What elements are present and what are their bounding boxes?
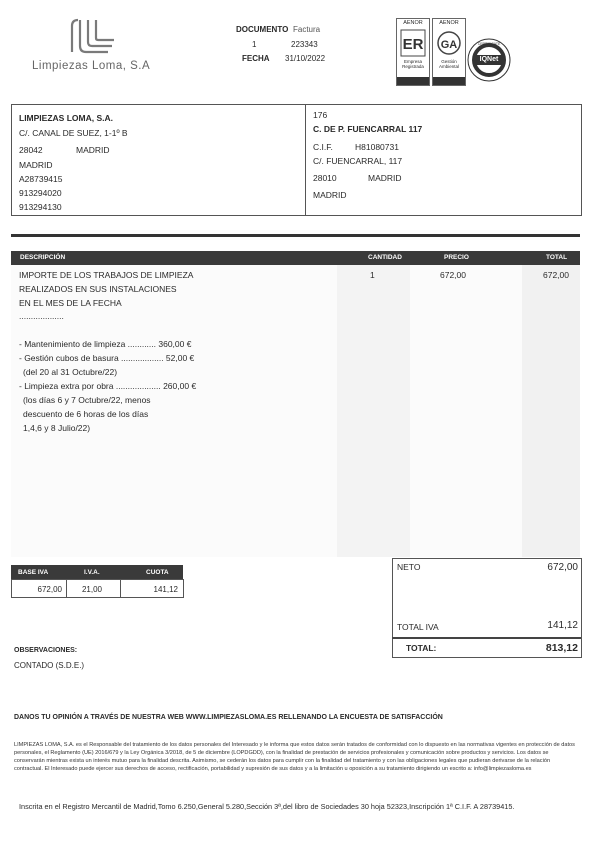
iqnet-ring-text: CERTIFICATE: [477, 42, 501, 46]
desc-line-3: EN EL MES DE LA FECHA: [19, 298, 122, 308]
aenor-er-badge: AENOR ER Empresa Registrada: [396, 18, 430, 86]
registry-text: Inscrita en el Registro Mercantil de Madrid,Tomo 6.250,General 5.280,Sección 3ª,del libro de Sociedades 30 hoja 52323,Inscripción 1ª C.I.F. A 28739415.: [19, 802, 515, 811]
detail-line-2: - Gestión cubos de basura .................. 52,00 €: [19, 353, 195, 363]
detail-line-5: (los días 6 y 7 Octubre/22, menos: [23, 395, 151, 405]
grand-total-value: 813,12: [545, 642, 578, 654]
client-cif: H81080731: [355, 142, 399, 152]
survey-text: DANOS TU OPINIÓN A TRAVÉS DE NUESTRA WEB WWW.LIMPIEZASLOMA.ES RELLENANDO LA ENCUESTA DE SATISFACCIÓN: [14, 714, 443, 721]
tax-iva: 21,00: [81, 585, 102, 594]
client-city: MADRID: [368, 173, 402, 183]
client-zip: 28010: [313, 173, 337, 183]
separator-bar: [11, 234, 580, 237]
iqnet-badge: [467, 38, 511, 82]
client-street: C/. FUENCARRAL, 117: [313, 156, 403, 166]
privacy-notice: LIMPIEZAS LOMA, S.A. es el Responsable del tratamiento de los datos personales del Interesado y le informa que estos datos serán tratados de conformidad con lo dispuesto en las normativas vigentes en protección de datos personales, el Reglamento (UE) 2016/679 y la Ley Orgánica 3/2018, de 5 de diciembre (LOPDGDD), con la finalidad de prestación de servicios profesionales y comunicación sobre productos y servicios. Los datos se conservarán mientras exista un interés mutuo para la finalidad descrita. Asimismo, se cederán los datos para cumplir con la finalidad del tratamiento y con las obligaciones legales que pudieran derivarse de la relación contractual. El Interesado puede ejercer sus derechos de acceso, rectificación, portabilidad y supresión de sus datos y a la limitación u oposición a su tratamiento dirigiendo un escrito a: info@limpiezasloma.es: [14, 742, 575, 772]
sender-name: LIMPIEZAS LOMA, S.A.: [19, 113, 113, 123]
items-table-header: [11, 251, 580, 265]
sender-street: C/. CANAL DE SUEZ, 1-1º B: [19, 128, 128, 138]
svg-text:ER: ER: [402, 36, 424, 53]
item-price: 672,00: [440, 270, 466, 280]
tax-base: 672,00: [37, 585, 62, 594]
detail-line-7: 1,4,6 y 8 Julio/22): [23, 423, 91, 433]
sender-city: MADRID: [76, 145, 110, 155]
doc-label: DOCUMENTO: [236, 25, 289, 34]
col-price: PRECIO: [444, 254, 469, 261]
col-cuota: CUOTA: [146, 569, 169, 576]
neto-value: 672,00: [547, 562, 578, 573]
detail-line-4: - Limpieza extra por obra ................... 260,00 €: [19, 381, 197, 391]
item-total: 672,00: [543, 270, 569, 280]
totals-divider: [392, 637, 581, 639]
aenor-ga-badge: AENOR GA Gestión Ambiental: [432, 18, 466, 86]
sender-province: MADRID: [19, 160, 53, 170]
client-province: MADRID: [313, 190, 347, 200]
desc-line-1: IMPORTE DE LOS TRABAJOS DE LIMPIEZA: [19, 270, 194, 280]
desc-line-2: REALIZADOS EN SUS INSTALACIONES: [19, 284, 177, 294]
desc-line-4: ...................: [19, 311, 64, 321]
sender-phone1: 913294020: [19, 188, 62, 198]
iqnet-label: IQNet: [479, 56, 499, 63]
doc-type: Factura: [293, 25, 321, 34]
date-label: FECHA: [242, 54, 270, 63]
detail-line-1: - Mantenimiento de limpieza ............ 360,00 €: [19, 339, 192, 349]
total-iva-label: TOTAL IVA: [397, 622, 439, 632]
logo-mark-icon: [68, 16, 120, 58]
total-iva-value: 141,12: [547, 620, 578, 631]
client-name: C. DE P. FUENCARRAL 117: [313, 124, 423, 134]
client-cif-label: C.I.F.: [313, 142, 333, 152]
col-total: TOTAL: [546, 254, 568, 261]
client-code: 176: [313, 110, 328, 120]
observations-label: OBSERVACIONES:: [14, 647, 78, 654]
doc-number: 223343: [291, 40, 318, 49]
ga-icon: [436, 29, 462, 57]
qty-column: [337, 265, 410, 557]
item-qty: 1: [370, 270, 375, 280]
er-icon: [400, 29, 426, 57]
date-value: 31/10/2022: [285, 54, 326, 63]
company-logo: [28, 16, 168, 78]
col-quantity: CANTIDAD: [368, 254, 402, 261]
detail-line-6: descuento de 6 horas de los días: [23, 409, 149, 419]
observations-value: CONTADO (S.D.E.): [14, 661, 85, 670]
total-column: [522, 265, 580, 557]
sender-zip: 28042: [19, 145, 43, 155]
col-iva: I.V.A.: [84, 569, 100, 576]
svg-text:GA: GA: [440, 39, 458, 51]
company-logo-text: Limpiezas Loma, S.A: [32, 60, 151, 72]
col-base-iva: BASE IVA: [18, 569, 49, 576]
col-description: DESCRIPCIÓN: [20, 254, 66, 261]
detail-line-3: (del 20 al 31 Octubre/22): [23, 367, 118, 377]
grand-total-label: TOTAL:: [406, 643, 437, 653]
sender-phone2: 913294130: [19, 202, 62, 212]
tax-cuota: 141,12: [153, 585, 178, 594]
doc-number-label: 1: [252, 40, 257, 49]
sender-cif: A28739415: [19, 174, 63, 184]
neto-label: NETO: [397, 562, 421, 572]
